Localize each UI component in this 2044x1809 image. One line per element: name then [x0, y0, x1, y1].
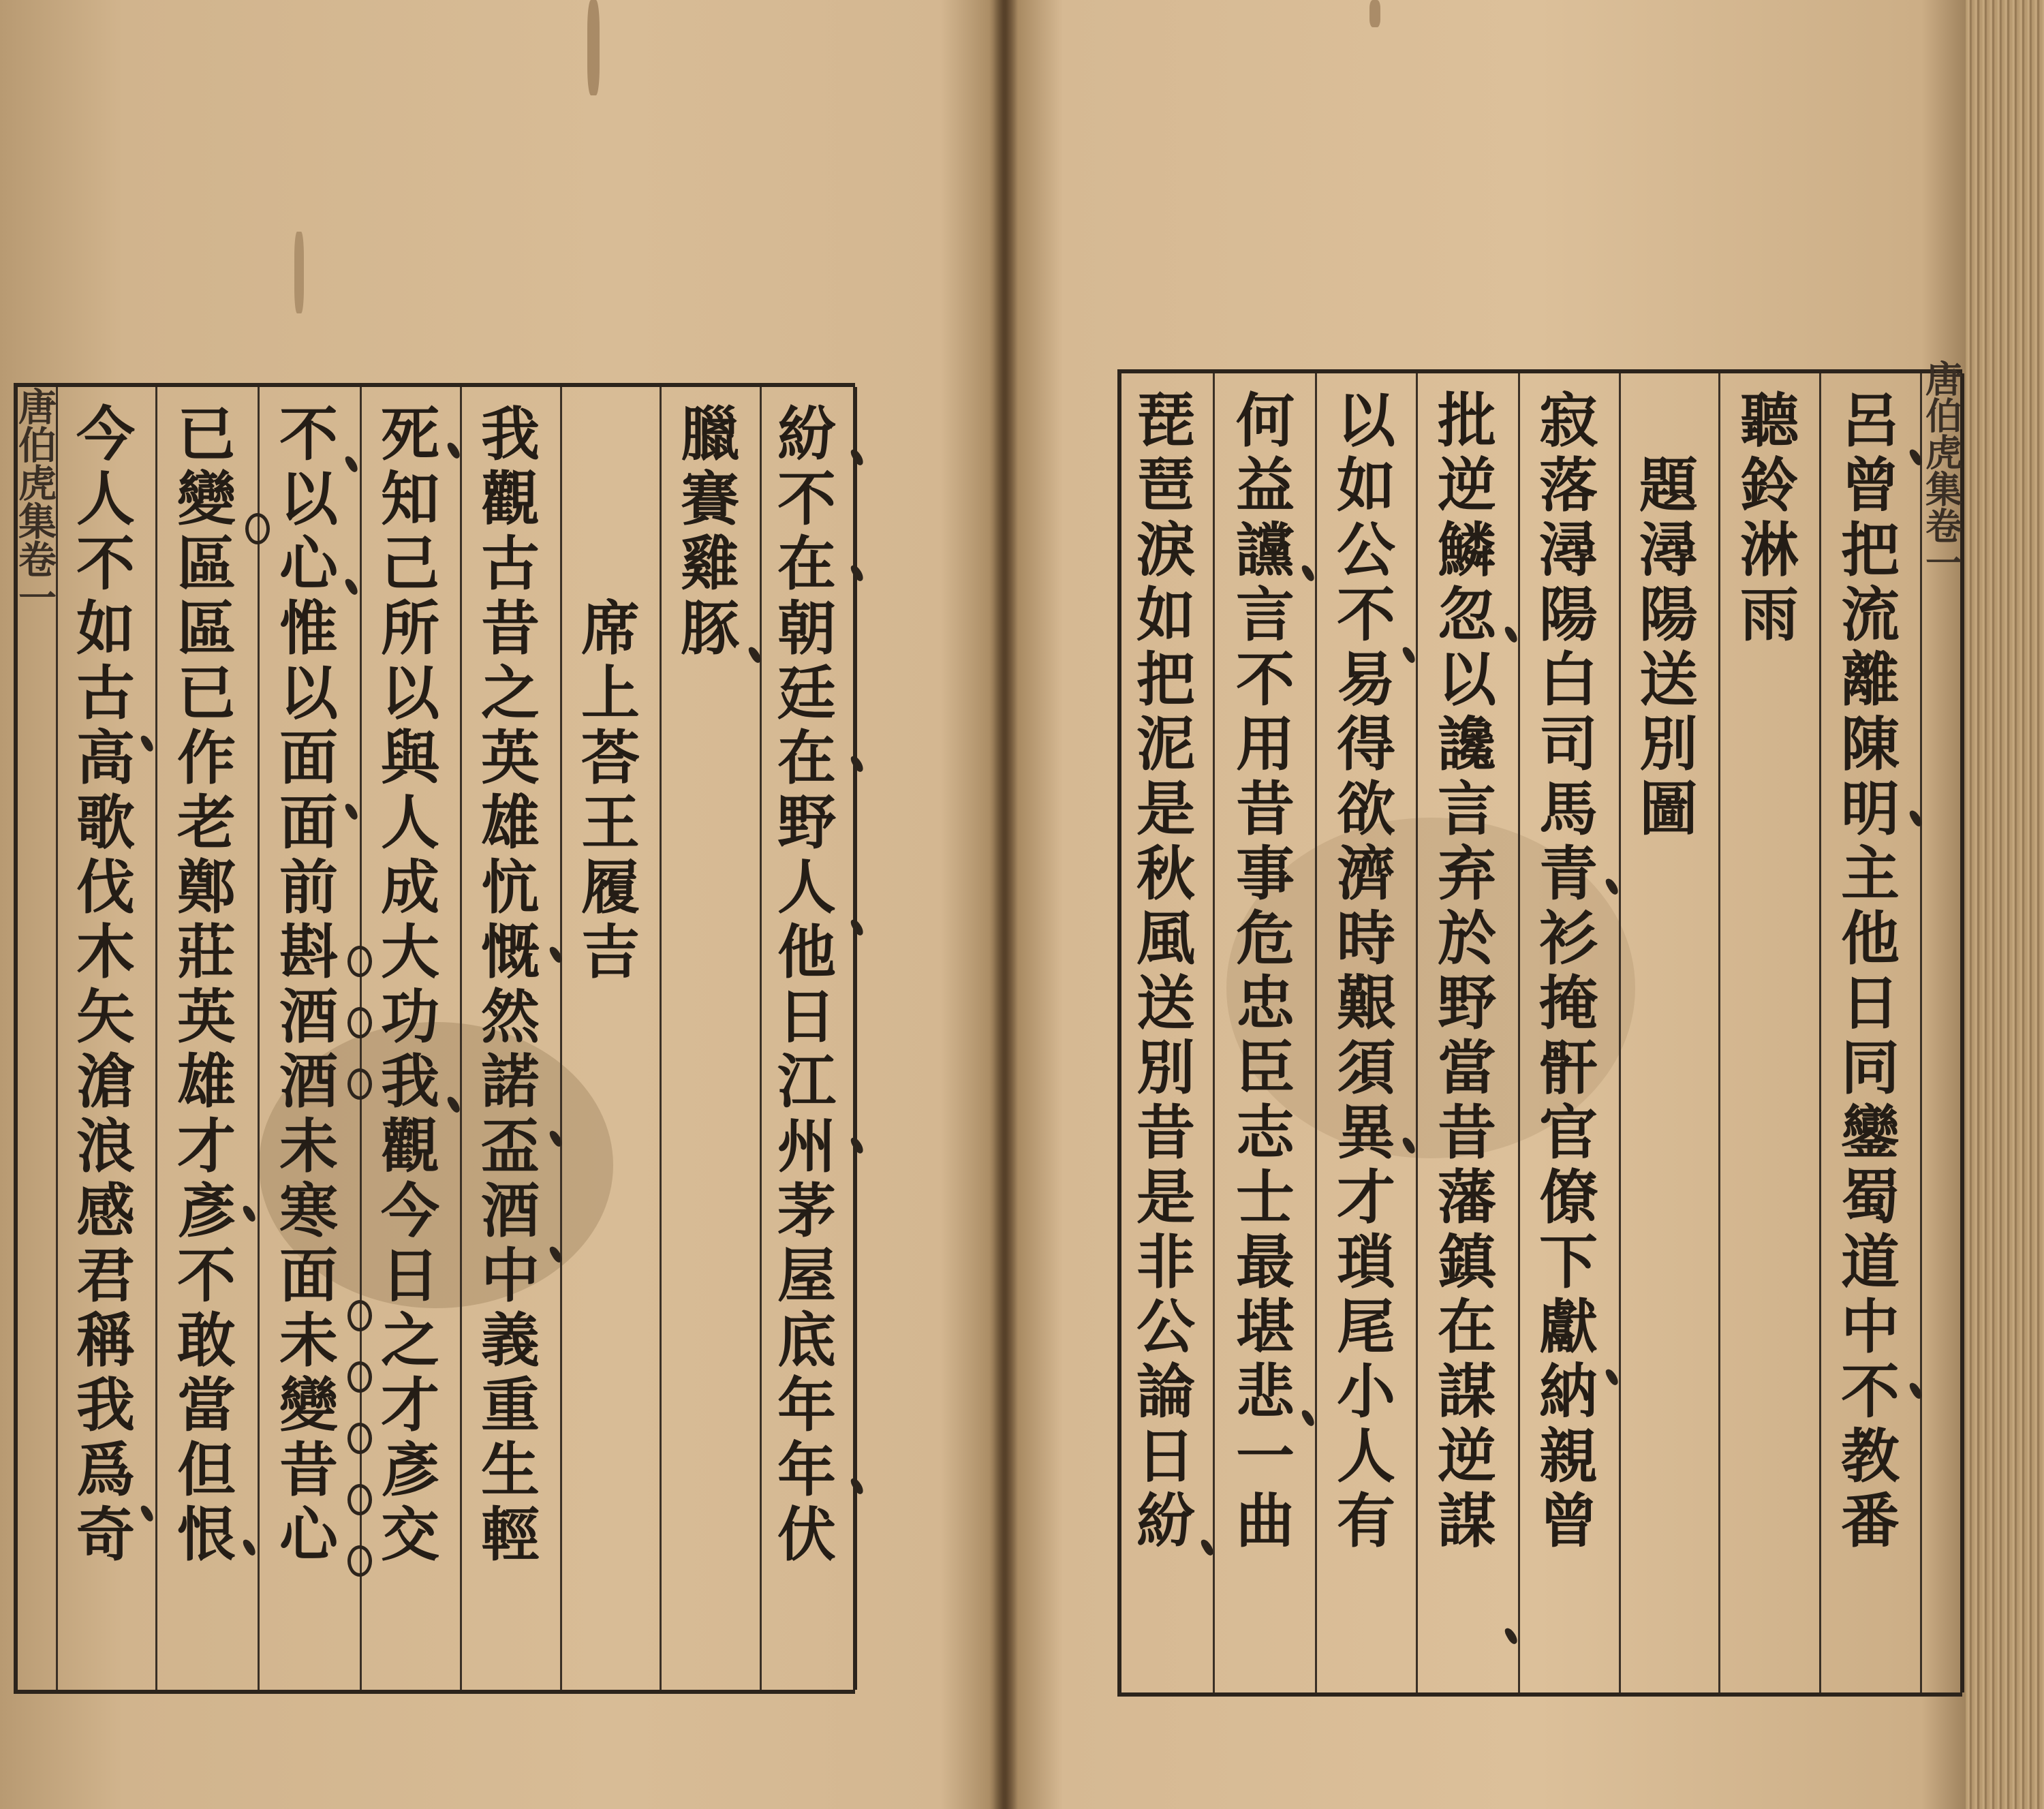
text-glyph: 寂 — [1539, 386, 1598, 455]
text-glyph: 生 — [481, 1436, 540, 1504]
text-glyph: 風 — [1136, 904, 1195, 973]
text-glyph: 論 — [1136, 1357, 1195, 1426]
margin-label-text: 唐伯虎集卷一 — [12, 387, 57, 616]
text-glyph: 呂 — [1841, 386, 1900, 455]
text-glyph: 年 — [777, 1436, 836, 1504]
text-glyph: 悲 — [1236, 1357, 1295, 1426]
text-glyph: 鄭 — [177, 853, 236, 922]
text-glyph: 秋 — [1136, 839, 1195, 908]
text-glyph: 士 — [1236, 1163, 1295, 1232]
text-glyph: 明 — [1841, 775, 1900, 844]
text-glyph: 爲 — [76, 1436, 135, 1504]
text-glyph: 人 — [381, 788, 439, 857]
text-column-L8 — [158, 402, 255, 1675]
text-glyph: 逆 — [1438, 451, 1496, 520]
text-glyph: 未 — [279, 1306, 338, 1375]
text-glyph: 言 — [1236, 581, 1295, 649]
text-glyph: 浪 — [76, 1112, 135, 1181]
text-glyph: 忠 — [1236, 969, 1295, 1038]
text-glyph: 古 — [76, 659, 135, 728]
text-glyph: 當 — [177, 1371, 236, 1440]
text-glyph: 是 — [1136, 1163, 1195, 1232]
column-rule — [1416, 373, 1418, 1692]
text-glyph: 中 — [481, 1241, 540, 1310]
text-glyph: 益 — [1236, 451, 1295, 520]
text-glyph: 時 — [1337, 904, 1395, 973]
text-glyph: 得 — [1337, 710, 1395, 779]
text-glyph: 逆 — [1438, 1422, 1496, 1491]
text-column-R7 — [1318, 388, 1414, 1677]
text-glyph: 讒 — [1438, 710, 1496, 779]
text-glyph: 茅 — [777, 1177, 836, 1246]
text-glyph: 雄 — [481, 788, 540, 857]
text-glyph: 君 — [76, 1241, 135, 1310]
text-glyph: 荅 — [581, 724, 640, 792]
text-column-L7 — [260, 402, 357, 1675]
text-glyph: 如 — [1136, 581, 1195, 649]
text-glyph: 豚 — [681, 594, 739, 663]
emphasis-circle — [245, 513, 270, 544]
text-glyph: 與 — [381, 724, 439, 792]
text-glyph: 最 — [1236, 1228, 1295, 1297]
text-glyph: 屋 — [777, 1241, 836, 1310]
text-glyph: 非 — [1136, 1228, 1195, 1297]
text-glyph: 琵 — [1136, 386, 1195, 455]
text-glyph: 僚 — [1539, 1163, 1598, 1232]
text-glyph: 番 — [1841, 1487, 1900, 1556]
text-glyph: 慨 — [481, 918, 540, 987]
text-glyph: 心 — [279, 1500, 338, 1569]
text-glyph: 忼 — [481, 853, 540, 922]
text-glyph: 尾 — [1337, 1293, 1395, 1361]
text-glyph: 日 — [777, 983, 836, 1051]
text-glyph: 臘 — [681, 400, 739, 469]
text-glyph: 死 — [381, 400, 439, 469]
text-column-L1 — [758, 402, 855, 1675]
text-column-R6 — [1419, 388, 1515, 1677]
text-glyph: 高 — [76, 724, 135, 792]
text-glyph: 以 — [279, 465, 338, 534]
text-glyph: 吉 — [581, 918, 640, 987]
text-glyph: 昔 — [481, 594, 540, 663]
text-column-L9 — [57, 402, 154, 1675]
book-spine — [989, 0, 1018, 1809]
text-glyph: 潯 — [1539, 516, 1598, 585]
text-glyph: 彥 — [381, 1436, 439, 1504]
text-glyph: 以 — [1337, 386, 1395, 455]
text-glyph: 何 — [1236, 386, 1295, 455]
text-glyph: 已 — [177, 659, 236, 728]
text-glyph: 滄 — [76, 1047, 135, 1116]
text-glyph: 陽 — [1539, 581, 1598, 649]
text-glyph: 易 — [1337, 645, 1395, 714]
text-glyph: 在 — [777, 529, 836, 598]
text-glyph: 人 — [1337, 1422, 1395, 1491]
indent-space — [562, 467, 659, 531]
emphasis-circle — [347, 1300, 372, 1331]
text-glyph: 今 — [76, 400, 135, 469]
text-glyph: 不 — [177, 1241, 236, 1310]
text-glyph: 人 — [76, 465, 135, 534]
text-glyph: 司 — [1539, 710, 1598, 779]
text-glyph: 主 — [1841, 839, 1900, 908]
text-glyph: 變 — [177, 465, 236, 534]
column-rule — [1819, 373, 1821, 1692]
text-glyph: 奇 — [76, 1500, 135, 1569]
text-glyph: 臣 — [1236, 1034, 1295, 1102]
right-page-frame — [1117, 360, 1964, 1697]
text-column-L5 — [462, 402, 559, 1675]
text-glyph: 須 — [1337, 1034, 1395, 1102]
text-glyph: 堪 — [1236, 1293, 1295, 1361]
text-glyph: 所 — [381, 594, 439, 663]
text-glyph: 不 — [1337, 581, 1395, 649]
text-glyph: 伏 — [777, 1500, 836, 1569]
text-glyph: 我 — [76, 1371, 135, 1440]
text-glyph: 區 — [177, 529, 236, 598]
text-glyph: 野 — [777, 788, 836, 857]
text-glyph: 有 — [1337, 1487, 1395, 1556]
text-glyph: 一 — [1236, 1422, 1295, 1491]
text-glyph: 野 — [1438, 969, 1496, 1038]
text-glyph: 上 — [581, 659, 640, 728]
text-glyph: 琶 — [1136, 451, 1195, 520]
text-glyph: 然 — [481, 983, 540, 1051]
text-glyph: 紛 — [777, 400, 836, 469]
text-glyph: 瑣 — [1337, 1228, 1395, 1297]
text-glyph: 蜀 — [1841, 1163, 1900, 1232]
text-glyph: 才 — [1337, 1163, 1395, 1232]
left-margin-label — [14, 387, 56, 616]
text-glyph: 英 — [481, 724, 540, 792]
text-glyph: 在 — [777, 724, 836, 792]
text-glyph: 志 — [1236, 1098, 1295, 1167]
text-glyph: 謀 — [1438, 1357, 1496, 1426]
emphasis-circle — [347, 1007, 372, 1038]
text-glyph: 功 — [381, 983, 439, 1051]
text-glyph: 賽 — [681, 465, 739, 534]
emphasis-circle — [347, 1361, 372, 1393]
text-glyph: 親 — [1539, 1422, 1598, 1491]
text-glyph: 英 — [177, 983, 236, 1051]
left-page-frame — [14, 383, 855, 1694]
text-glyph: 莊 — [177, 918, 236, 987]
text-glyph: 曾 — [1841, 451, 1900, 520]
text-glyph: 官 — [1539, 1098, 1598, 1167]
text-glyph: 馬 — [1539, 775, 1598, 844]
right-margin-label — [1919, 360, 1964, 581]
text-glyph: 鈴 — [1740, 451, 1799, 520]
text-glyph: 衫 — [1539, 904, 1598, 973]
text-glyph: 曾 — [1539, 1487, 1598, 1556]
text-glyph: 昔 — [1236, 775, 1295, 844]
text-glyph: 當 — [1438, 1034, 1496, 1102]
text-glyph: 不 — [279, 400, 338, 469]
text-glyph: 艱 — [1337, 969, 1395, 1038]
text-glyph: 人 — [777, 853, 836, 922]
text-glyph: 公 — [1136, 1293, 1195, 1361]
text-glyph: 重 — [481, 1371, 540, 1440]
text-glyph: 年 — [777, 1371, 836, 1440]
text-glyph: 他 — [777, 918, 836, 987]
text-glyph: 用 — [1236, 710, 1295, 779]
text-glyph: 我 — [381, 1047, 439, 1116]
text-glyph: 諾 — [481, 1047, 540, 1116]
text-glyph: 送 — [1136, 969, 1195, 1038]
text-glyph: 面 — [279, 1241, 338, 1310]
text-glyph: 鱗 — [1438, 516, 1496, 585]
text-glyph: 送 — [1639, 645, 1698, 714]
text-glyph: 未 — [279, 1112, 338, 1181]
text-glyph: 不 — [1841, 1357, 1900, 1426]
text-glyph: 日 — [1841, 969, 1900, 1038]
text-glyph: 弃 — [1438, 839, 1496, 908]
text-glyph: 潯 — [1639, 516, 1698, 585]
text-glyph: 別 — [1136, 1034, 1195, 1102]
text-glyph: 中 — [1841, 1293, 1900, 1361]
text-glyph: 是 — [1136, 775, 1195, 844]
text-glyph: 異 — [1337, 1098, 1395, 1167]
text-glyph: 朝 — [777, 594, 836, 663]
text-glyph: 不 — [1236, 645, 1295, 714]
text-glyph: 泥 — [1136, 710, 1195, 779]
text-glyph: 昔 — [1136, 1098, 1195, 1167]
text-glyph: 以 — [381, 659, 439, 728]
text-column-R9 — [1117, 388, 1214, 1677]
text-column-R5 — [1520, 388, 1617, 1677]
emphasis-circle — [347, 1423, 372, 1454]
text-glyph: 變 — [279, 1371, 338, 1440]
text-glyph: 觀 — [481, 465, 540, 534]
text-glyph: 以 — [279, 659, 338, 728]
text-glyph: 老 — [177, 788, 236, 857]
text-glyph: 骭 — [1539, 1034, 1598, 1102]
text-glyph: 批 — [1438, 386, 1496, 455]
text-glyph: 履 — [581, 853, 640, 922]
text-glyph: 獻 — [1539, 1293, 1598, 1361]
page-edges — [1966, 0, 2044, 1809]
text-glyph: 之 — [481, 659, 540, 728]
text-glyph: 納 — [1539, 1357, 1598, 1426]
margin-label-text: 唐伯虎集卷一 — [1919, 360, 1964, 581]
text-glyph: 鎮 — [1438, 1228, 1496, 1297]
text-glyph: 別 — [1639, 710, 1698, 779]
text-glyph: 下 — [1539, 1228, 1598, 1297]
column-rule — [155, 387, 157, 1690]
text-glyph: 謀 — [1438, 1487, 1496, 1556]
text-glyph: 稱 — [76, 1306, 135, 1375]
text-column-R2 — [1721, 388, 1818, 1677]
text-glyph: 我 — [481, 400, 540, 469]
text-glyph: 日 — [1136, 1422, 1195, 1491]
text-glyph: 作 — [177, 724, 236, 792]
text-glyph: 交 — [381, 1500, 439, 1569]
text-glyph: 古 — [481, 529, 540, 598]
paper-damage — [294, 232, 304, 313]
text-glyph: 把 — [1136, 645, 1195, 714]
text-glyph: 歌 — [76, 788, 135, 857]
text-glyph: 才 — [381, 1371, 439, 1440]
text-glyph: 忽 — [1438, 581, 1496, 649]
text-glyph: 才 — [177, 1112, 236, 1181]
text-glyph: 危 — [1236, 904, 1295, 973]
text-glyph: 席 — [581, 594, 640, 663]
indent-space — [1620, 388, 1717, 453]
text-column-L3 — [562, 402, 659, 1675]
text-glyph: 知 — [381, 465, 439, 534]
text-glyph: 昔 — [279, 1436, 338, 1504]
text-glyph: 淚 — [1136, 516, 1195, 585]
column-rule — [1315, 373, 1317, 1692]
text-column-L6 — [362, 402, 459, 1675]
text-glyph: 成 — [381, 853, 439, 922]
text-glyph: 如 — [76, 594, 135, 663]
text-glyph: 木 — [76, 918, 135, 987]
text-glyph: 紛 — [1136, 1487, 1195, 1556]
paper-damage — [1369, 0, 1380, 27]
emphasis-circle — [347, 1484, 372, 1515]
text-glyph: 小 — [1337, 1357, 1395, 1426]
text-glyph: 陳 — [1841, 710, 1900, 779]
text-glyph: 酒 — [279, 1047, 338, 1116]
text-glyph: 己 — [381, 529, 439, 598]
text-glyph: 感 — [76, 1177, 135, 1246]
text-glyph: 心 — [279, 529, 338, 598]
text-glyph: 同 — [1841, 1034, 1900, 1102]
text-glyph: 面 — [279, 724, 338, 792]
text-glyph: 區 — [177, 594, 236, 663]
text-glyph: 敢 — [177, 1306, 236, 1375]
text-glyph: 淋 — [1740, 516, 1799, 585]
text-column-R3 — [1620, 388, 1717, 1677]
text-glyph: 不 — [777, 465, 836, 534]
paper-damage — [587, 0, 600, 95]
text-glyph: 道 — [1841, 1228, 1900, 1297]
text-glyph: 雞 — [681, 529, 739, 598]
text-glyph: 欲 — [1337, 775, 1395, 844]
text-glyph: 但 — [177, 1436, 236, 1504]
emphasis-circle — [347, 1068, 372, 1100]
indent-space — [562, 402, 659, 467]
text-glyph: 圖 — [1639, 775, 1698, 844]
text-glyph: 面 — [279, 788, 338, 857]
text-glyph: 州 — [777, 1112, 836, 1181]
text-glyph: 昔 — [1438, 1098, 1496, 1167]
text-column-R8 — [1217, 388, 1314, 1677]
text-glyph: 日 — [381, 1241, 439, 1310]
text-glyph: 惟 — [279, 594, 338, 663]
text-glyph: 酒 — [481, 1177, 540, 1246]
text-glyph: 恨 — [177, 1500, 236, 1569]
text-glyph: 讜 — [1236, 516, 1295, 585]
indent-space — [562, 531, 659, 596]
text-glyph: 觀 — [381, 1112, 439, 1181]
text-glyph: 雨 — [1740, 581, 1799, 649]
text-glyph: 雄 — [177, 1047, 236, 1116]
text-glyph: 聽 — [1740, 386, 1799, 455]
text-glyph: 曲 — [1236, 1487, 1295, 1556]
text-glyph: 把 — [1841, 516, 1900, 585]
text-column-L2 — [662, 402, 758, 1675]
text-glyph: 在 — [1438, 1293, 1496, 1361]
text-glyph: 題 — [1639, 451, 1698, 520]
text-glyph: 廷 — [777, 659, 836, 728]
text-glyph: 斟 — [279, 918, 338, 987]
text-glyph: 酒 — [279, 983, 338, 1051]
text-glyph: 事 — [1236, 839, 1295, 908]
text-glyph: 前 — [279, 853, 338, 922]
text-glyph: 如 — [1337, 451, 1395, 520]
text-glyph: 公 — [1337, 516, 1395, 585]
text-glyph: 以 — [1438, 645, 1496, 714]
emphasis-circle — [347, 946, 372, 977]
text-glyph: 教 — [1841, 1422, 1900, 1491]
text-glyph: 江 — [777, 1047, 836, 1116]
text-glyph: 離 — [1841, 645, 1900, 714]
text-glyph: 義 — [481, 1306, 540, 1375]
text-glyph: 王 — [581, 788, 640, 857]
text-glyph: 盃 — [481, 1112, 540, 1181]
text-glyph: 已 — [177, 400, 236, 469]
text-glyph: 彥 — [177, 1177, 236, 1246]
text-column-R1 — [1822, 388, 1919, 1677]
text-glyph: 不 — [76, 529, 135, 598]
text-glyph: 底 — [777, 1306, 836, 1375]
text-glyph: 掩 — [1539, 969, 1598, 1038]
text-glyph: 藩 — [1438, 1163, 1496, 1232]
text-glyph: 他 — [1841, 904, 1900, 973]
text-glyph: 矢 — [76, 983, 135, 1051]
text-glyph: 落 — [1539, 451, 1598, 520]
column-rule — [1718, 373, 1720, 1692]
text-glyph: 白 — [1539, 645, 1598, 714]
text-glyph: 於 — [1438, 904, 1496, 973]
column-rule — [258, 387, 260, 1690]
text-glyph: 今 — [381, 1177, 439, 1246]
text-glyph: 大 — [381, 918, 439, 987]
text-glyph: 言 — [1438, 775, 1496, 844]
text-glyph: 之 — [381, 1306, 439, 1375]
text-glyph: 寒 — [279, 1177, 338, 1246]
text-glyph: 濟 — [1337, 839, 1395, 908]
emphasis-circle — [347, 1545, 372, 1577]
text-glyph: 伐 — [76, 853, 135, 922]
text-glyph: 鑾 — [1841, 1098, 1900, 1167]
text-glyph: 陽 — [1639, 581, 1698, 649]
text-glyph: 青 — [1539, 839, 1598, 908]
text-glyph: 輕 — [481, 1500, 540, 1569]
text-glyph: 流 — [1841, 581, 1900, 649]
